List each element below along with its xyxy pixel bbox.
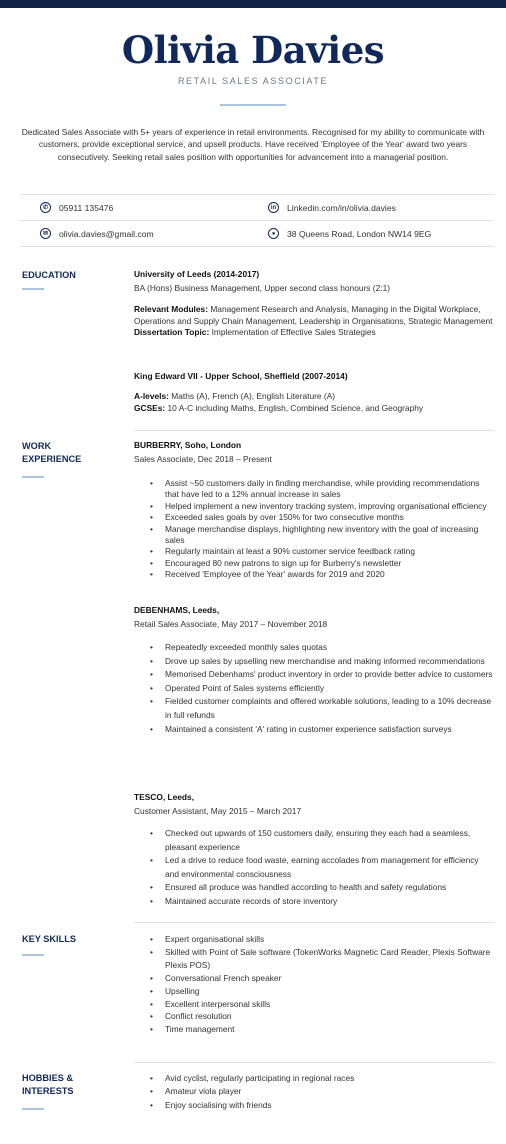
skill-item: • Excellent interpersonal skills xyxy=(150,998,494,1011)
skill-item: • Expert organisational skills xyxy=(150,933,494,946)
work-heading-line1: WORK xyxy=(22,441,52,451)
location-pin-icon: ● xyxy=(268,228,279,239)
contact-address xyxy=(268,228,431,239)
modules-label: Relevant Modules: xyxy=(134,304,208,314)
bullet-item: • Led a drive to reduce food waste, earning accolades from management for efficiency and environmental consciousness xyxy=(150,854,494,881)
contact-linkedin xyxy=(268,202,396,213)
gcses-label: GCSEs: xyxy=(134,402,166,413)
skill-item: • Skilled with Point of Sale software (TokenWorks Magnetic Card Reader, Plexis Software Plexis POS) xyxy=(150,946,494,972)
job-tesco-bullets xyxy=(150,827,494,909)
profile-summary: Dedicated Sales Associate with 5+ years of experience in retail environments. Recognised for my ability to communicate with customers, provide exceptional service, and upsell products. Have received 'Employee of the Year' award two years consecutively. Seeking retail sales position with opportunities for advancement into a managerial position. xyxy=(21,127,485,162)
bullet-item: • Exceeded sales goals by over 150% for two consecutive months xyxy=(150,512,494,523)
linkedin-text[interactable]: Linkedin.com/in/olivia.davies xyxy=(287,202,396,213)
phone-icon: ✆ xyxy=(40,202,51,213)
section-underline xyxy=(22,476,44,478)
university-degree: BA (Hons) Business Management, Upper second class honours (2:1) xyxy=(134,282,391,293)
skill-item: • Upselling xyxy=(150,985,494,998)
bullet-item: • Assist ~50 customers daily in finding merchandise, while providing recommendations that have led to a 12% annual increase in sales xyxy=(150,478,494,501)
address-text: 38 Queens Road, London NW14 9EG xyxy=(287,228,432,239)
school-title: King Edward VII - Upper School, Sheffield (2007-2014) xyxy=(134,371,348,381)
bullet-item: • Maintained a consistent 'A' rating in customer experience satisfaction surveys xyxy=(150,723,494,737)
education-heading: EDUCATION xyxy=(22,270,76,280)
alevels-label: A-levels: xyxy=(134,391,169,401)
section-underline xyxy=(22,288,44,290)
hobbies-heading-line1: HOBBIES & xyxy=(22,1073,74,1083)
hobbies-list xyxy=(150,1072,494,1112)
contact-email xyxy=(40,228,154,239)
job-employer: BURBERRY, Soho, London xyxy=(134,440,242,450)
candidate-name: Olivia Davies xyxy=(121,28,385,72)
email-text[interactable]: olivia.davies@gmail.com xyxy=(59,228,154,239)
hobbies-heading-line2: INTERESTS xyxy=(22,1086,74,1096)
job-burberry xyxy=(134,440,494,465)
job-employer: DEBENHAMS, Leeds, xyxy=(134,605,220,615)
job-role: Sales Associate, Dec 2018 – Present xyxy=(134,453,272,464)
bullet-item: • Checked out upwards of 150 customers daily, ensuring they each had a seamless, pleasant experience xyxy=(150,827,494,854)
bullet-item: • Maintained accurate records of store inventory xyxy=(150,895,494,909)
skill-item: • Conversational French speaker xyxy=(150,972,494,985)
job-role: Customer Assistant, May 2015 – March 2017 xyxy=(134,805,302,816)
hobby-item: • Amateur viola player xyxy=(150,1085,494,1098)
section-underline xyxy=(22,954,44,956)
bullet-item: • Memorised Debenhams' product inventory in order to provide better advice to customers xyxy=(150,668,494,682)
bullet-item: • Encouraged 80 new patrons to sign up for Burberry's newsletter xyxy=(150,558,494,569)
skills-list xyxy=(150,933,494,1036)
job-debenhams-bullets xyxy=(150,641,494,736)
alevels-text: Maths (A), French (A), English Literature (A) xyxy=(171,391,336,401)
divider xyxy=(20,194,494,195)
education-school xyxy=(134,371,494,383)
divider xyxy=(20,220,494,221)
hobby-item: • Avid cyclist, regularly participating in regional races xyxy=(150,1072,494,1085)
hobbies-heading xyxy=(22,1072,74,1098)
divider xyxy=(134,430,494,431)
job-employer: TESCO, Leeds, xyxy=(134,792,195,802)
section-underline xyxy=(22,1108,44,1110)
job-tesco xyxy=(134,792,494,817)
work-heading xyxy=(22,440,81,466)
title-divider xyxy=(220,104,286,106)
modules-text: Management Research and Analysis, Managing in the Digital Workplace, Operations and Supply Chain Management, Leadership in Organisations, Strategic Management xyxy=(134,304,493,326)
bullet-item: • Repeatedly exceeded monthly sales quotas xyxy=(150,641,494,655)
job-burberry-bullets xyxy=(150,478,494,581)
bullet-item: • Regularly maintain at least a 90% customer service feedback rating xyxy=(150,546,494,557)
work-heading-line2: EXPERIENCE xyxy=(22,454,82,464)
contact-phone xyxy=(40,202,113,213)
hobby-item: • Enjoy socialising with friends xyxy=(150,1099,494,1112)
education-qualifications xyxy=(134,391,494,414)
dissertation-text: Implementation of Effective Sales Strategies xyxy=(211,327,376,337)
divider xyxy=(134,922,494,923)
bullet-item: • Received 'Employee of the Year' awards for 2019 and 2020 xyxy=(150,569,494,580)
bullet-item: • Fielded customer complaints and offered workable solutions, leading to a 10% decrease in full refunds xyxy=(150,695,494,722)
education-university xyxy=(134,269,494,294)
gcses-text: 10 A-C including Maths, English, Combined Science, and Geography xyxy=(167,402,424,413)
job-debenhams xyxy=(134,605,494,630)
bullet-item: • Helped implement a new inventory tracking system, improving organisational efficiency xyxy=(150,501,494,512)
skills-heading: KEY SKILLS xyxy=(22,934,76,944)
skill-item: • Conflict resolution xyxy=(150,1010,494,1023)
dissertation-label: Dissertation Topic: xyxy=(134,327,210,337)
job-role: Retail Sales Associate, May 2017 – November 2018 xyxy=(134,618,328,629)
phone-text[interactable]: 05911 135476 xyxy=(59,202,114,213)
bullet-item: • Ensured all produce was handled according to health and safety regulations xyxy=(150,881,494,895)
bullet-item: • Drove up sales by upselling new merchandise and making informed recommendations xyxy=(150,655,494,669)
top-accent-bar xyxy=(0,0,506,8)
university-title: University of Leeds (2014-2017) xyxy=(134,269,260,279)
job-title: RETAIL SALES ASSOCIATE xyxy=(177,76,329,86)
education-modules xyxy=(134,304,494,339)
linkedin-icon: in xyxy=(268,202,279,213)
skill-item: • Time management xyxy=(150,1023,494,1036)
divider xyxy=(134,1062,494,1063)
divider xyxy=(20,246,494,247)
bullet-item: • Operated Point of Sales systems efficiently xyxy=(150,682,494,696)
bullet-item: • Manage merchandise displays, highlighting new inventory with the goal of increasing sales xyxy=(150,524,494,547)
email-icon: ✉ xyxy=(40,228,51,239)
